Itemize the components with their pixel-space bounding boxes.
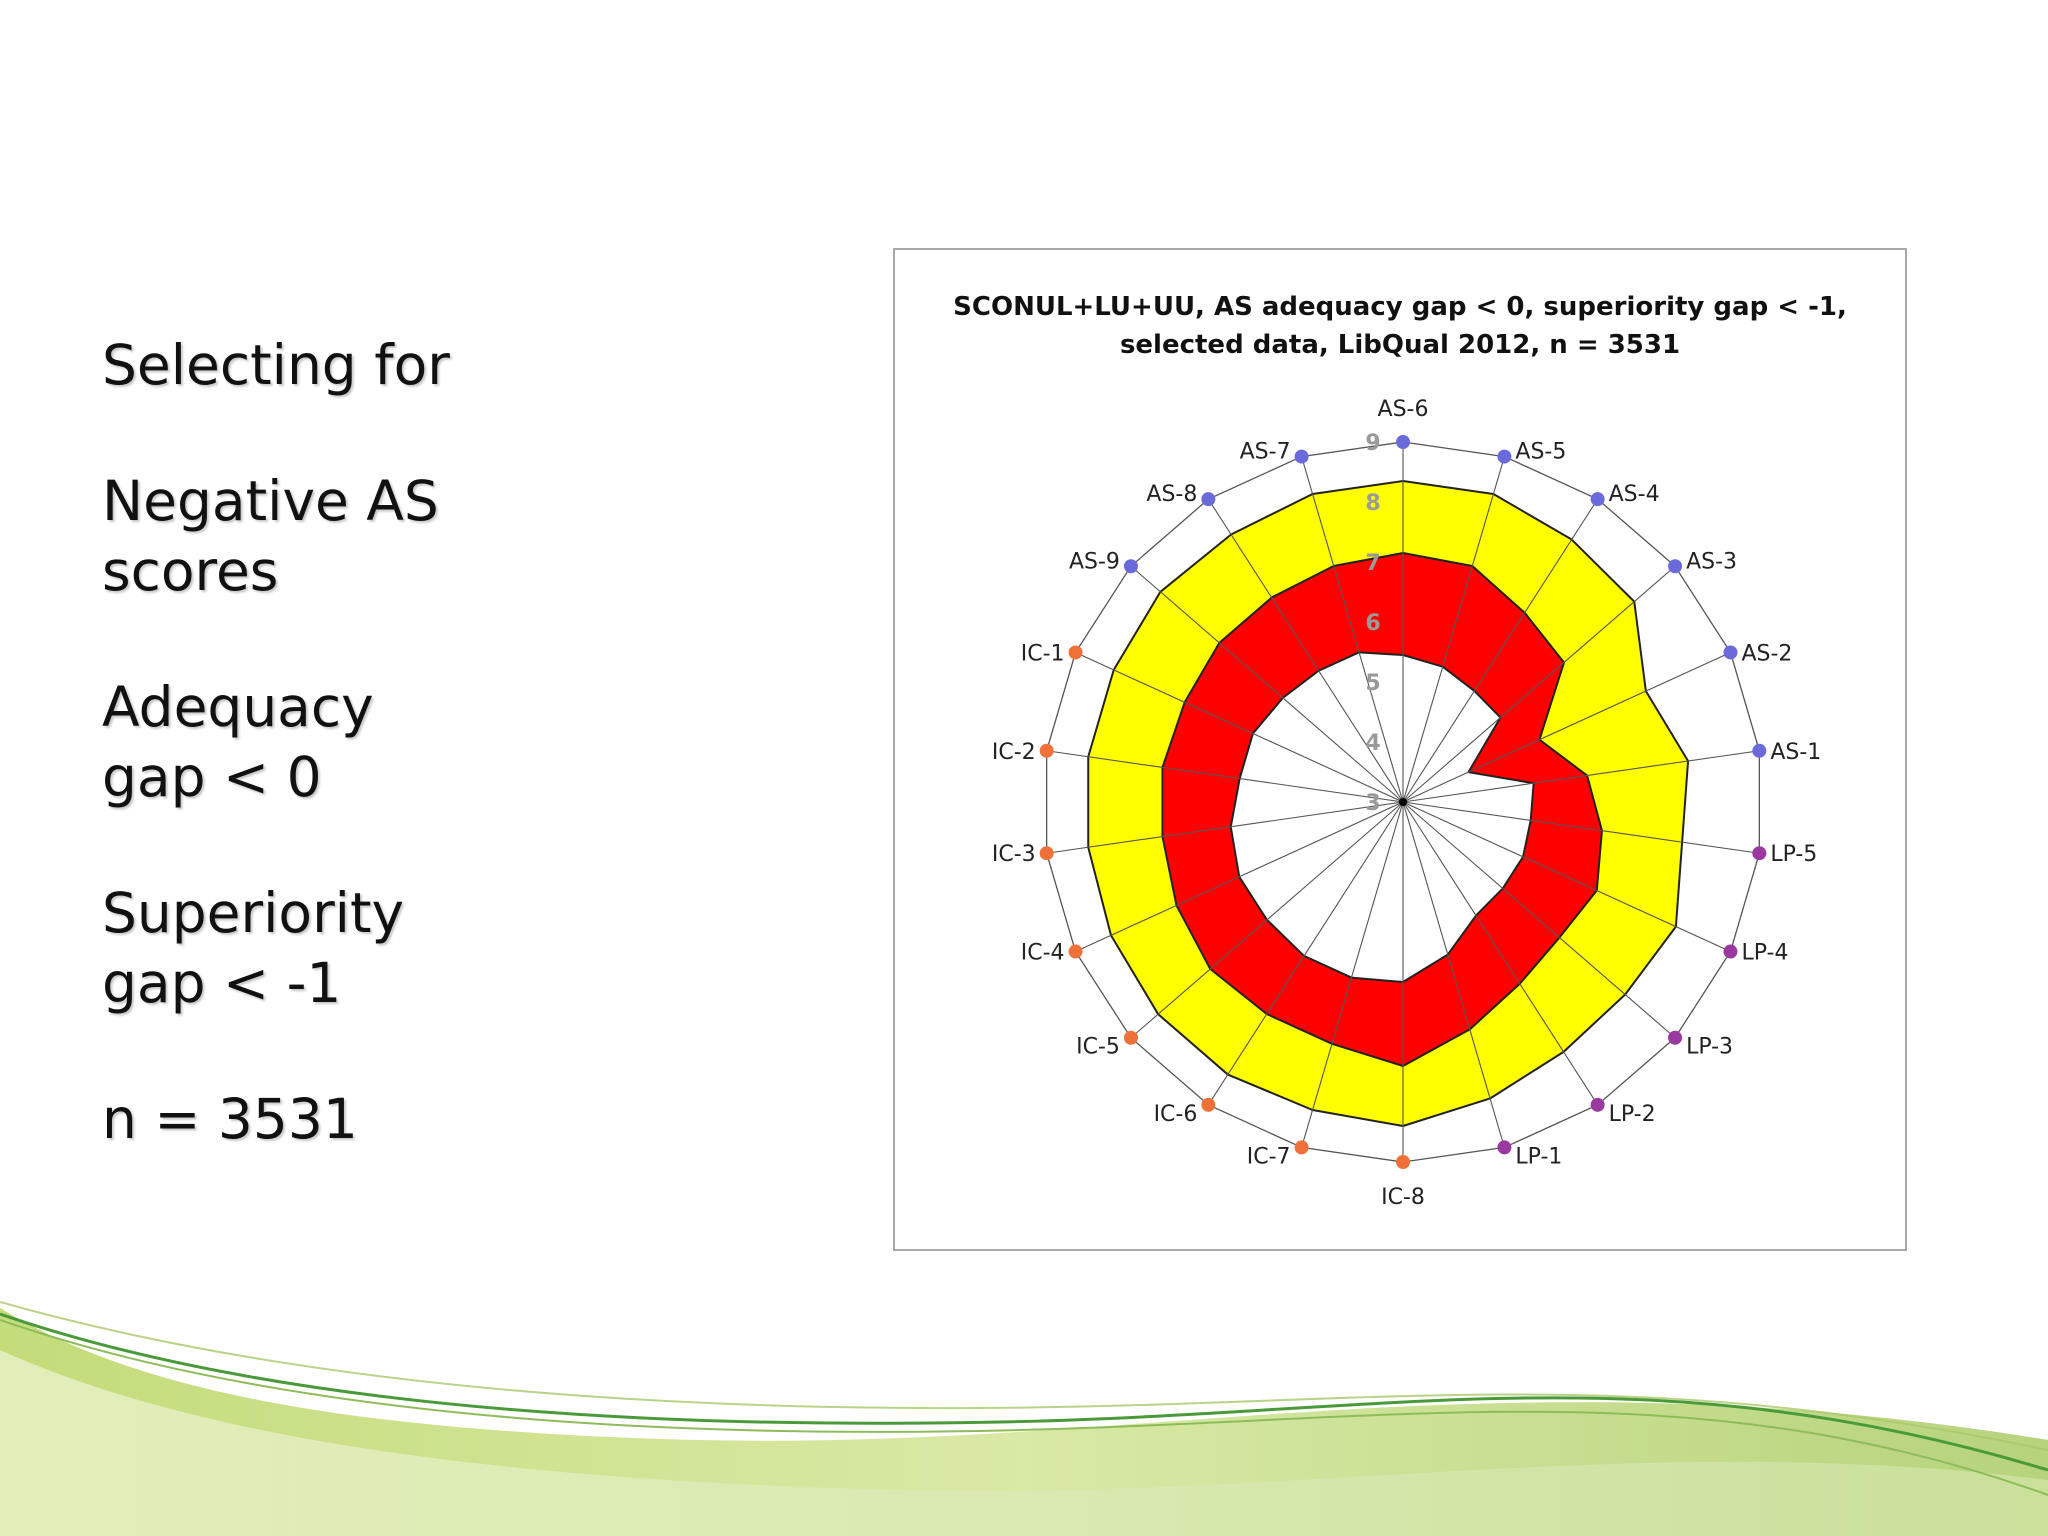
chart-title-line-2: selected data, LibQual 2012, n = 3531 bbox=[1119, 330, 1681, 360]
radar-marker bbox=[1497, 1140, 1511, 1154]
radar-chart-panel bbox=[893, 248, 1907, 1251]
radar-marker bbox=[1723, 645, 1737, 659]
radar-category-label: IC-5 bbox=[1076, 1034, 1120, 1060]
radar-category-label: AS-9 bbox=[1068, 549, 1120, 575]
text-line: Selecting for bbox=[102, 333, 450, 397]
radar-category-label: LP-5 bbox=[1770, 842, 1818, 868]
radar-scale-label: 4 bbox=[1365, 731, 1381, 756]
radar-marker bbox=[1752, 846, 1766, 860]
radar-category-label: IC-6 bbox=[1153, 1101, 1198, 1127]
radar-chart bbox=[895, 250, 1905, 1249]
text-line: Superiority bbox=[102, 881, 405, 945]
radar-category-label: IC-1 bbox=[1020, 641, 1065, 667]
radar-marker bbox=[1295, 1140, 1309, 1154]
radar-category-label: IC-2 bbox=[991, 739, 1036, 765]
text-gap bbox=[102, 606, 662, 672]
radar-category-label: AS-2 bbox=[1741, 641, 1793, 667]
radar-marker bbox=[1396, 1155, 1410, 1169]
radar-category-label: AS-5 bbox=[1515, 439, 1567, 465]
radar-scale-label: 5 bbox=[1365, 671, 1381, 696]
text-line: n = 3531 bbox=[102, 1087, 358, 1151]
chart-title-line-1: SCONUL+LU+UU, AS adequacy gap < 0, superiority gap < -1, bbox=[953, 292, 1847, 322]
radar-marker bbox=[1069, 945, 1083, 959]
text-line: scores bbox=[102, 539, 279, 603]
radar-category-label: IC-3 bbox=[991, 842, 1036, 868]
radar-category-label: AS-4 bbox=[1608, 482, 1660, 508]
radar-category-label: LP-1 bbox=[1515, 1144, 1563, 1170]
radar-scale-label: 6 bbox=[1365, 611, 1381, 636]
radar-marker bbox=[1591, 1098, 1605, 1112]
radar-category-label: IC-7 bbox=[1246, 1144, 1291, 1170]
radar-marker bbox=[1668, 559, 1682, 573]
radar-scale-label: 9 bbox=[1365, 431, 1381, 456]
radar-scale-label: 7 bbox=[1365, 551, 1381, 576]
radar-marker bbox=[1396, 435, 1410, 449]
radar-category-label: AS-7 bbox=[1239, 439, 1291, 465]
text-line: gap < 0 bbox=[102, 745, 322, 809]
radar-marker bbox=[1124, 1031, 1138, 1045]
radar-category-label: AS-6 bbox=[1377, 397, 1429, 422]
radar-center bbox=[1399, 798, 1407, 806]
radar-category-label: LP-3 bbox=[1686, 1034, 1734, 1060]
radar-marker bbox=[1069, 645, 1083, 659]
radar-marker bbox=[1124, 559, 1138, 573]
radar-category-label: IC-8 bbox=[1381, 1185, 1425, 1210]
radar-category-label: LP-2 bbox=[1608, 1101, 1656, 1127]
text-line: gap < -1 bbox=[102, 951, 342, 1015]
radar-marker bbox=[1040, 744, 1054, 758]
text-gap bbox=[102, 812, 662, 878]
radar-marker bbox=[1497, 450, 1511, 464]
radar-marker bbox=[1040, 846, 1054, 860]
radar-category-label: AS-8 bbox=[1146, 482, 1198, 508]
radar-marker bbox=[1201, 492, 1215, 506]
radar-category-label: AS-3 bbox=[1686, 549, 1738, 575]
text-gap bbox=[102, 400, 662, 466]
text-line: Adequacy bbox=[102, 675, 374, 739]
radar-marker bbox=[1295, 450, 1309, 464]
radar-scale-label: 3 bbox=[1365, 791, 1381, 816]
decorative-swoosh bbox=[0, 1290, 2048, 1536]
radar-scale-label: 8 bbox=[1365, 491, 1381, 516]
radar-marker bbox=[1752, 744, 1766, 758]
radar-marker bbox=[1591, 492, 1605, 506]
radar-category-label: IC-4 bbox=[1020, 940, 1065, 966]
text-line: Negative AS bbox=[102, 469, 439, 533]
radar-category-label: AS-1 bbox=[1770, 739, 1822, 765]
slide-text bbox=[102, 330, 662, 1154]
text-gap bbox=[102, 1018, 662, 1084]
radar-marker bbox=[1201, 1098, 1215, 1112]
radar-category-label: LP-4 bbox=[1741, 940, 1789, 966]
radar-marker bbox=[1668, 1031, 1682, 1045]
radar-marker bbox=[1723, 945, 1737, 959]
